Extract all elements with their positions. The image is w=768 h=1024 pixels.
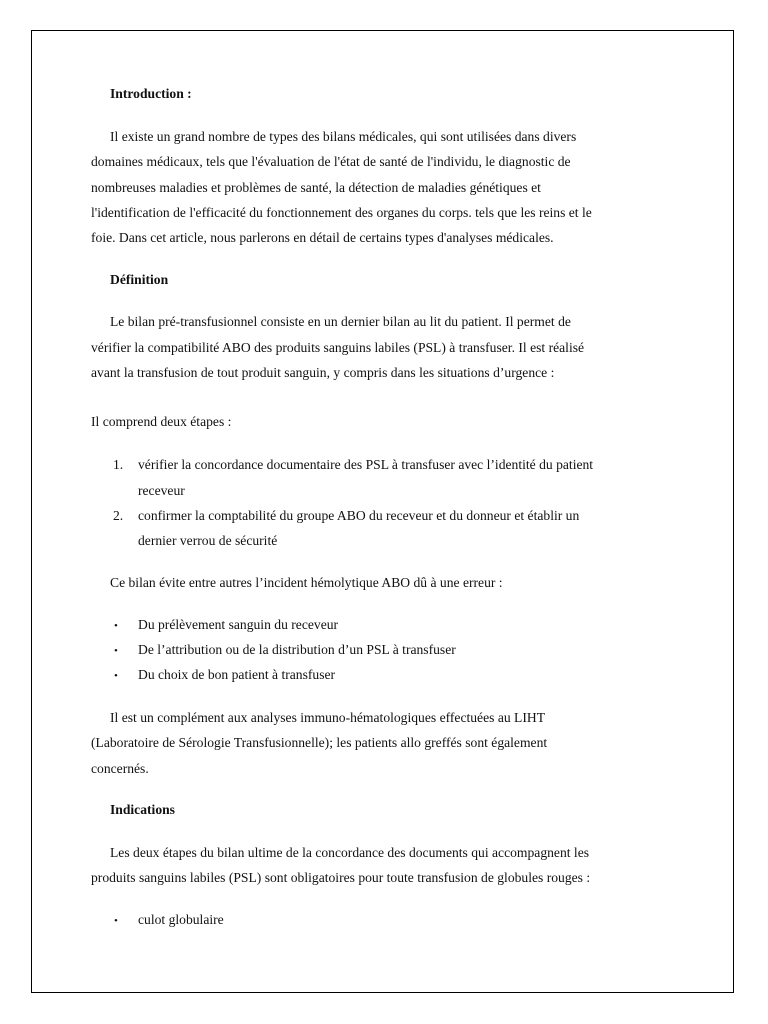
complement-line: concernés. bbox=[91, 761, 149, 776]
avoid-item: De l’attribution ou de la distribution d’un PSL à transfuser bbox=[138, 642, 456, 657]
indications-line: Les deux étapes du bilan ultime de la concordance des documents qui accompagnent les bbox=[110, 845, 590, 860]
step-number: 2. bbox=[113, 508, 124, 523]
step-line: dernier verrou de sécurité bbox=[138, 533, 278, 548]
definition-heading: Définition bbox=[110, 272, 169, 287]
step-line: vérifier la concordance documentaire des PSL à transfuser avec l’identité du patient bbox=[138, 457, 594, 472]
indications-heading: Indications bbox=[110, 802, 175, 817]
bullet-icon: • bbox=[114, 915, 118, 927]
step-line: confirmer la comptabilité du groupe ABO du receveur et du donneur et établir un bbox=[138, 508, 580, 523]
definition-line: vérifier la compatibilité ABO des produits sanguins labiles (PSL) à transfuser. Il est réalisé bbox=[91, 340, 585, 355]
indications-line: produits sanguins labiles (PSL) sont obligatoires pour toute transfusion de globules rouges : bbox=[91, 870, 591, 885]
definition-line: avant la transfusion de tout produit sanguin, y compris dans les situations d’urgence : bbox=[91, 365, 555, 380]
bullet-icon: • bbox=[114, 620, 118, 632]
intro-line: Il existe un grand nombre de types des bilans médicales, qui sont utilisées dans divers bbox=[110, 129, 577, 144]
step-number: 1. bbox=[113, 457, 124, 472]
intro-line: nombreuses maladies et problèmes de santé, la détection de maladies génétiques et bbox=[91, 180, 541, 195]
avoid-item: Du choix de bon patient à transfuser bbox=[138, 667, 336, 682]
complement-line: (Laboratoire de Sérologie Transfusionnelle); les patients allo greffés sont également bbox=[91, 735, 548, 750]
intro-line: l'identification de l'efficacité du fonctionnement des organes du corps. tels que les reins et le bbox=[91, 205, 592, 220]
bullet-icon: • bbox=[114, 645, 118, 657]
step-line: receveur bbox=[138, 483, 185, 498]
bullet-icon: • bbox=[114, 670, 118, 682]
intro-heading: Introduction : bbox=[110, 86, 192, 101]
steps-intro: Il comprend deux étapes : bbox=[91, 414, 232, 429]
indication-item: culot globulaire bbox=[138, 912, 224, 927]
avoid-item: Du prélèvement sanguin du receveur bbox=[138, 617, 339, 632]
complement-line: Il est un complément aux analyses immuno-hématologiques effectuées au LIHT bbox=[110, 710, 545, 725]
intro-line: foie. Dans cet article, nous parlerons en détail de certains types d'analyses médicales. bbox=[91, 230, 554, 245]
intro-line: domaines médicaux, tels que l'évaluation de l'état de santé de l'individu, le diagnostic de bbox=[91, 154, 571, 169]
definition-line: Le bilan pré-transfusionnel consiste en un dernier bilan au lit du patient. Il permet de bbox=[110, 314, 571, 329]
avoids-intro: Ce bilan évite entre autres l’incident hémolytique ABO dû à une erreur : bbox=[110, 575, 503, 590]
